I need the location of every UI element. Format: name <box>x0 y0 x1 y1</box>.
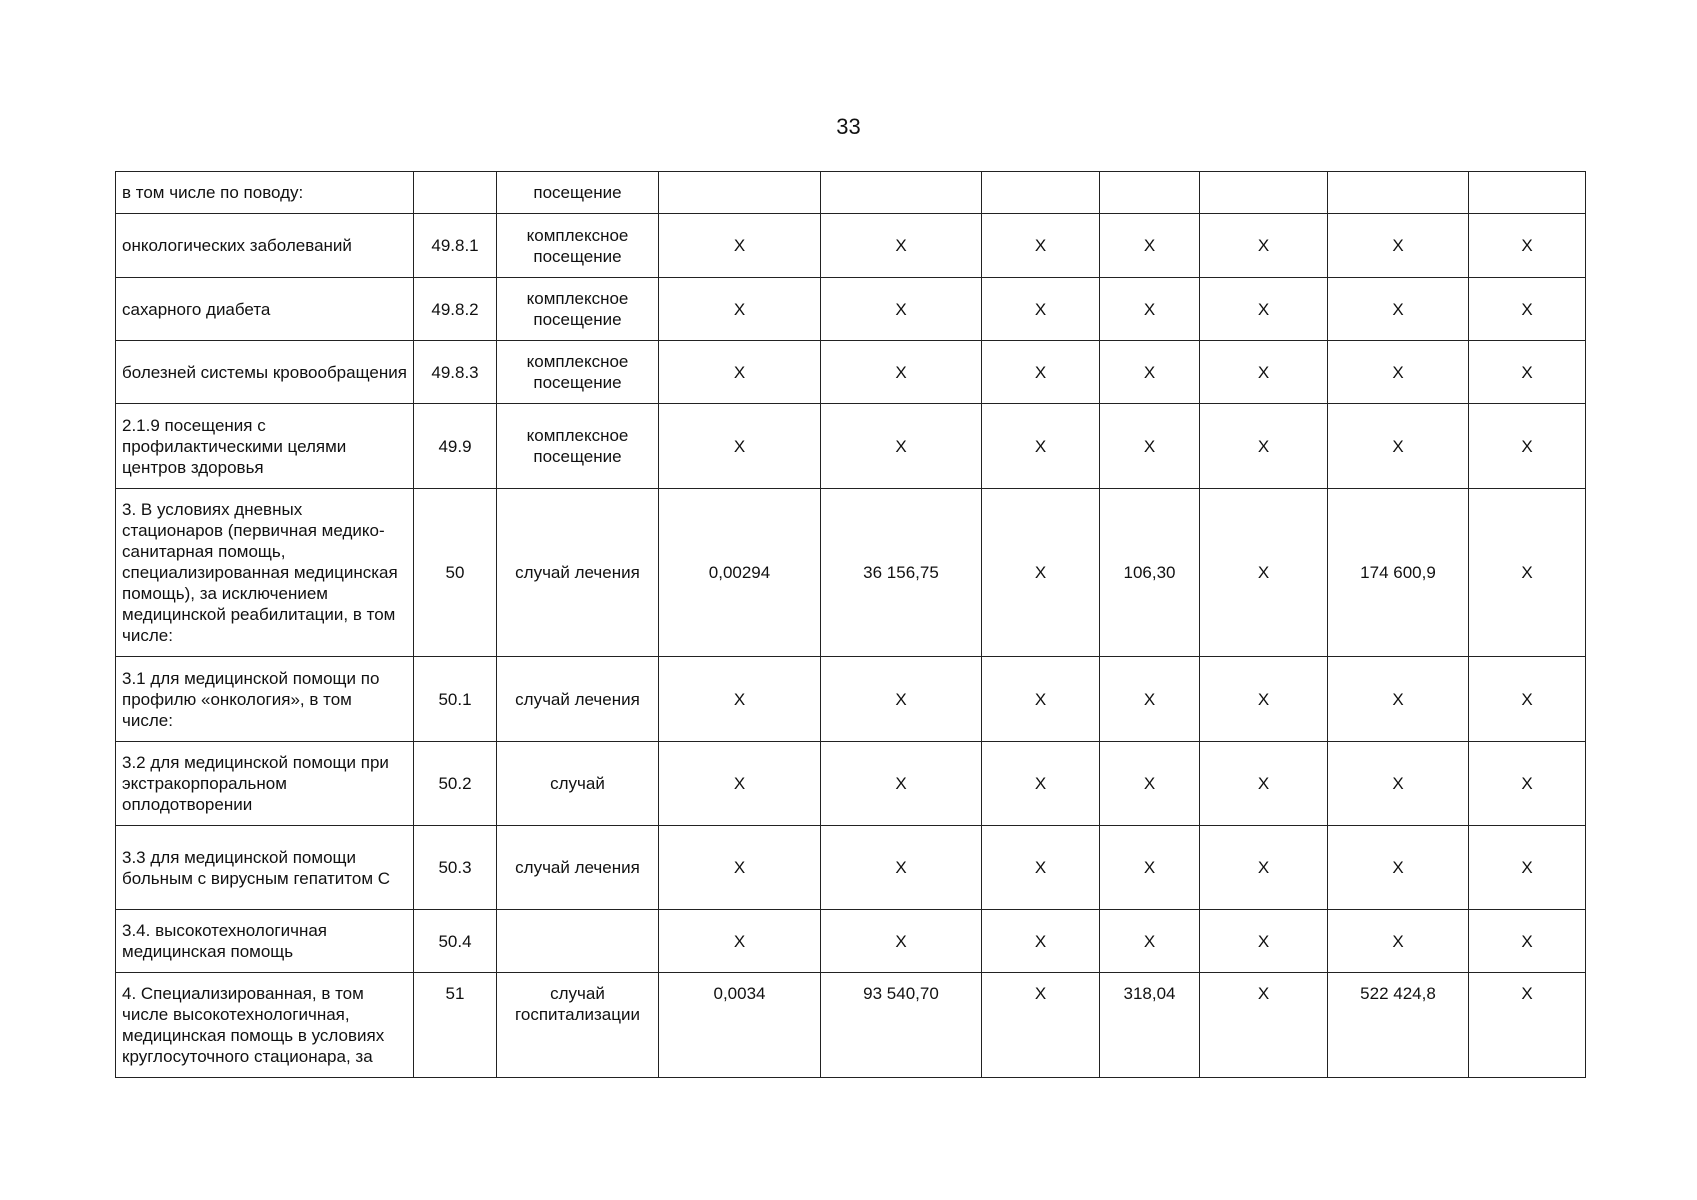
indicator-name-cell: сахарного диабета <box>116 278 414 341</box>
indicator-name-cell: 3.1 для медицинской помощи по профилю «онкология», в том числе: <box>116 657 414 742</box>
table-row <box>116 910 1586 973</box>
value-cell: X <box>982 973 1100 1078</box>
indicator-name-cell: 2.1.9 посещения с профилактическими целями центров здоровья <box>116 404 414 489</box>
value-cell: X <box>821 341 982 404</box>
value-cell: X <box>982 826 1100 910</box>
value-cell: X <box>821 742 982 826</box>
row-number-cell: 51 <box>414 973 497 1078</box>
value-cell: X <box>821 910 982 973</box>
table-row <box>116 657 1586 742</box>
row-number-cell <box>414 172 497 214</box>
value-cell: X <box>659 404 821 489</box>
value-cell <box>1328 172 1469 214</box>
value-cell: X <box>1100 278 1200 341</box>
indicator-name-cell: 3. В условиях дневных стационаров (первичная медико-санитарная помощь, специализированная медицинская помощь), за исключением медицинской реабилитации, в том числе: <box>116 489 414 657</box>
value-cell: X <box>1469 910 1586 973</box>
value-cell: 106,30 <box>1100 489 1200 657</box>
value-cell: X <box>1328 742 1469 826</box>
indicator-name-cell: болезней системы кровообращения <box>116 341 414 404</box>
table-row <box>116 341 1586 404</box>
value-cell: X <box>659 742 821 826</box>
row-number-cell: 49.9 <box>414 404 497 489</box>
unit-cell: комплексное посещение <box>497 214 659 278</box>
value-cell: X <box>1469 214 1586 278</box>
page-number: 33 <box>836 114 861 139</box>
value-cell: 174 600,9 <box>1328 489 1469 657</box>
value-cell: X <box>659 278 821 341</box>
table-row <box>116 973 1586 1078</box>
value-cell: X <box>982 404 1100 489</box>
unit-cell: комплексное посещение <box>497 341 659 404</box>
value-cell: X <box>1328 910 1469 973</box>
value-cell: 0,0034 <box>659 973 821 1078</box>
value-cell: X <box>1469 489 1586 657</box>
table-row <box>116 172 1586 214</box>
indicator-name-cell: 3.2 для медицинской помощи при экстракорпоральном оплодотворении <box>116 742 414 826</box>
row-number-cell: 50.4 <box>414 910 497 973</box>
value-cell: 36 156,75 <box>821 489 982 657</box>
financing-table <box>115 171 1586 1078</box>
value-cell: X <box>1469 404 1586 489</box>
unit-cell: комплексное посещение <box>497 404 659 489</box>
value-cell: X <box>659 657 821 742</box>
row-number-cell: 50.3 <box>414 826 497 910</box>
value-cell: X <box>1200 489 1328 657</box>
unit-cell: посещение <box>497 172 659 214</box>
value-cell: X <box>1469 973 1586 1078</box>
value-cell: X <box>1200 973 1328 1078</box>
value-cell: X <box>982 657 1100 742</box>
unit-cell: комплексное посещение <box>497 278 659 341</box>
unit-cell: случай <box>497 742 659 826</box>
unit-cell: случай лечения <box>497 657 659 742</box>
row-number-cell: 49.8.3 <box>414 341 497 404</box>
value-cell <box>1100 172 1200 214</box>
row-number-cell: 50.2 <box>414 742 497 826</box>
value-cell: X <box>1328 657 1469 742</box>
value-cell: X <box>659 214 821 278</box>
value-cell: X <box>1100 657 1200 742</box>
value-cell: X <box>1469 278 1586 341</box>
indicator-name-cell: 4. Специализированная, в том числе высокотехнологичная, медицинская помощь в условиях круглосуточного стационара, за <box>116 973 414 1078</box>
table-row <box>116 489 1586 657</box>
value-cell: X <box>1328 341 1469 404</box>
value-cell: X <box>1328 826 1469 910</box>
value-cell: X <box>1469 742 1586 826</box>
value-cell: X <box>1200 826 1328 910</box>
value-cell: X <box>821 214 982 278</box>
table-row <box>116 214 1586 278</box>
value-cell: X <box>1328 214 1469 278</box>
value-cell: X <box>1100 404 1200 489</box>
value-cell: X <box>1200 657 1328 742</box>
value-cell: X <box>1328 404 1469 489</box>
value-cell: X <box>1469 657 1586 742</box>
value-cell: X <box>821 657 982 742</box>
value-cell: X <box>1200 910 1328 973</box>
unit-cell: случай лечения <box>497 826 659 910</box>
value-cell <box>821 172 982 214</box>
value-cell: X <box>982 341 1100 404</box>
value-cell: X <box>1100 742 1200 826</box>
value-cell: 0,00294 <box>659 489 821 657</box>
value-cell: X <box>659 826 821 910</box>
value-cell: X <box>659 341 821 404</box>
unit-cell: случай госпитализации <box>497 973 659 1078</box>
table-row <box>116 826 1586 910</box>
table-row <box>116 742 1586 826</box>
value-cell <box>659 172 821 214</box>
indicator-name-cell: 3.3 для медицинской помощи больным с вирусным гепатитом С <box>116 826 414 910</box>
table-row <box>116 278 1586 341</box>
indicator-name-cell: онкологических заболеваний <box>116 214 414 278</box>
indicator-name-cell: 3.4. высокотехнологичная медицинская помощь <box>116 910 414 973</box>
value-cell: X <box>982 214 1100 278</box>
unit-cell <box>497 910 659 973</box>
table-row <box>116 404 1586 489</box>
value-cell: X <box>1200 341 1328 404</box>
row-number-cell: 50 <box>414 489 497 657</box>
value-cell: X <box>659 910 821 973</box>
value-cell: X <box>1469 341 1586 404</box>
value-cell: X <box>982 910 1100 973</box>
value-cell: X <box>1200 742 1328 826</box>
indicator-name-cell: в том числе по поводу: <box>116 172 414 214</box>
value-cell: X <box>1200 214 1328 278</box>
value-cell <box>1200 172 1328 214</box>
value-cell: X <box>1100 214 1200 278</box>
row-number-cell: 49.8.2 <box>414 278 497 341</box>
row-number-cell: 50.1 <box>414 657 497 742</box>
value-cell: X <box>1200 278 1328 341</box>
value-cell: X <box>1100 910 1200 973</box>
value-cell: X <box>821 278 982 341</box>
value-cell: X <box>1100 341 1200 404</box>
value-cell: X <box>982 278 1100 341</box>
value-cell: 93 540,70 <box>821 973 982 1078</box>
value-cell <box>982 172 1100 214</box>
value-cell: 522 424,8 <box>1328 973 1469 1078</box>
value-cell: X <box>1100 826 1200 910</box>
unit-cell: случай лечения <box>497 489 659 657</box>
value-cell: X <box>1328 278 1469 341</box>
row-number-cell: 49.8.1 <box>414 214 497 278</box>
value-cell: 318,04 <box>1100 973 1200 1078</box>
value-cell: X <box>821 826 982 910</box>
value-cell: X <box>821 404 982 489</box>
value-cell: X <box>982 742 1100 826</box>
value-cell <box>1469 172 1586 214</box>
value-cell: X <box>982 489 1100 657</box>
value-cell: X <box>1200 404 1328 489</box>
value-cell: X <box>1469 826 1586 910</box>
